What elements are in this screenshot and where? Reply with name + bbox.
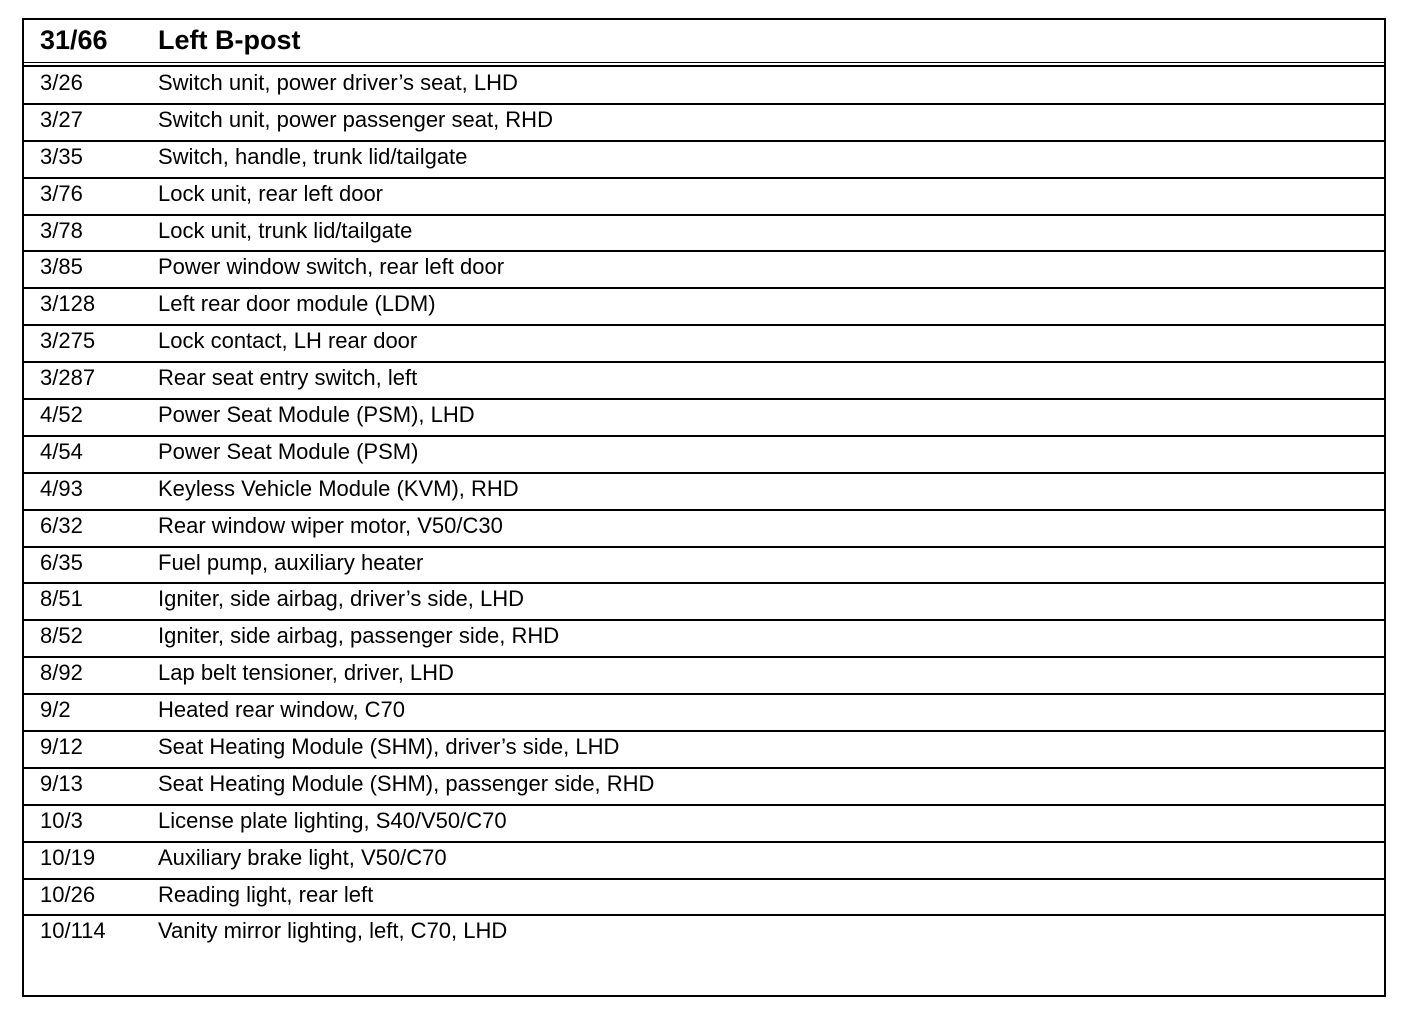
component-description: Heated rear window, C70	[158, 697, 406, 723]
component-description: Lap belt tensioner, driver, LHD	[158, 660, 454, 686]
table-row	[24, 326, 1384, 363]
table-row	[24, 216, 1384, 253]
component-code: 8/51	[40, 586, 83, 612]
component-code: 4/54	[40, 438, 83, 464]
table-row	[24, 548, 1384, 585]
table-row	[24, 68, 1384, 105]
component-code: 3/35	[40, 143, 83, 169]
table-row	[24, 252, 1384, 289]
component-description: Seat Heating Module (SHM), passenger side, RHD	[158, 770, 655, 796]
component-code: 9/12	[40, 734, 83, 760]
component-code: 8/92	[40, 660, 83, 686]
component-code: 4/52	[40, 402, 83, 428]
component-description: Lock contact, LH rear door	[158, 328, 418, 354]
component-code: 3/287	[40, 365, 96, 391]
component-code: 3/128	[40, 291, 96, 317]
component-description: Switch unit, power driver’s seat, LHD	[158, 70, 518, 95]
component-description: Auxiliary brake light, V50/C70	[158, 844, 447, 870]
table-row	[24, 511, 1384, 548]
table-row	[24, 474, 1384, 511]
component-description: Igniter, side airbag, passenger side, RHD	[158, 623, 560, 649]
table-row	[24, 437, 1384, 474]
table-row	[24, 769, 1384, 806]
table-row	[24, 584, 1384, 621]
table-row	[24, 695, 1384, 732]
component-code: 3/275	[40, 328, 96, 354]
table-row	[24, 621, 1384, 658]
component-description: License plate lighting, S40/V50/C70	[158, 807, 507, 833]
component-code: 3/76	[40, 180, 83, 206]
component-code: 3/78	[40, 217, 83, 243]
component-description: Fuel pump, auxiliary heater	[158, 549, 424, 575]
component-code: 9/2	[40, 697, 71, 723]
component-description: Rear seat entry switch, left	[158, 365, 418, 391]
table-row	[24, 289, 1384, 326]
component-description: Power window switch, rear left door	[158, 254, 505, 280]
component-description: Power Seat Module (PSM), LHD	[158, 402, 475, 428]
component-code: 10/114	[40, 918, 106, 944]
table-row	[24, 400, 1384, 437]
table-row	[24, 916, 1384, 953]
table-row	[24, 880, 1384, 917]
component-code: 3/27	[40, 106, 83, 132]
component-description: Power Seat Module (PSM)	[158, 438, 419, 464]
component-description: Keyless Vehicle Module (KVM), RHD	[158, 475, 519, 501]
table-row	[24, 732, 1384, 769]
component-code: 8/52	[40, 623, 83, 649]
component-description: Igniter, side airbag, driver’s side, LHD	[158, 586, 525, 612]
component-description: Lock unit, rear left door	[158, 180, 384, 206]
component-code: 3/26	[40, 70, 83, 95]
component-code: 6/35	[40, 549, 83, 575]
table-row	[24, 363, 1384, 400]
component-description: Seat Heating Module (SHM), driver’s side, LHD	[158, 734, 620, 760]
table-row	[24, 658, 1384, 695]
table-header	[24, 20, 1384, 63]
table-body	[24, 68, 1384, 953]
component-code: 3/85	[40, 254, 83, 280]
component-code: 10/19	[40, 844, 96, 870]
component-code: 9/13	[40, 770, 83, 796]
component-description: Lock unit, trunk lid/tailgate	[158, 217, 413, 243]
table-row	[24, 843, 1384, 880]
connector-location-title: Left B-post	[158, 25, 301, 55]
component-description: Vanity mirror lighting, left, C70, LHD	[158, 918, 508, 944]
connector-component-table	[22, 18, 1386, 997]
component-description: Left rear door module (LDM)	[158, 291, 436, 317]
component-description: Switch, handle, trunk lid/tailgate	[158, 143, 468, 169]
component-code: 4/93	[40, 475, 83, 501]
component-description: Rear window wiper motor, V50/C30	[158, 512, 503, 538]
table-row	[24, 806, 1384, 843]
component-code: 10/3	[40, 807, 83, 833]
table-row	[24, 179, 1384, 216]
component-code: 10/26	[40, 881, 96, 907]
table-row	[24, 142, 1384, 179]
component-description: Switch unit, power passenger seat, RHD	[158, 106, 553, 132]
table-row	[24, 105, 1384, 142]
component-description: Reading light, rear left	[158, 881, 374, 907]
connector-code: 31/66	[40, 25, 108, 55]
component-code: 6/32	[40, 512, 83, 538]
